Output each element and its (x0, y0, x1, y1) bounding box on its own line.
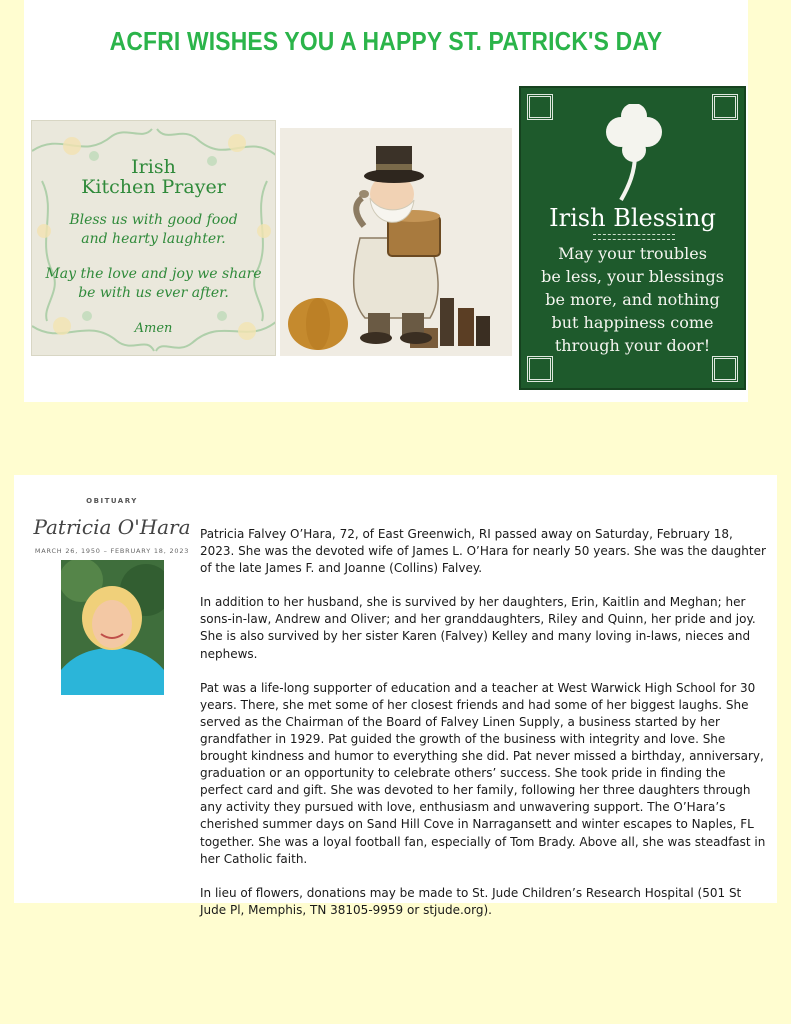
obituary-name: Patricia O'Hara (33, 515, 191, 539)
obituary-kicker: OBITUARY (86, 497, 138, 505)
kitchen-prayer-line: be with us ever after. (78, 285, 229, 301)
celtic-knot-icon (527, 356, 553, 382)
kitchen-prayer-amen: Amen (134, 321, 173, 336)
irish-blessing-line: be more, and nothing (545, 290, 720, 309)
irish-blessing-text (521, 242, 744, 357)
kitchen-prayer-title-line2: Kitchen Prayer (81, 176, 226, 198)
obituary-paragraph: In addition to her husband, she is survived by her daughters, Erin, Kaitlin and Meghan; her sons-in-law, Andrew and Oliver; and her granddaughters, Riley and Quinn, her pride and joy. She is also survived by her sister Karen (Falvey) Kelley and many loving in-laws, nieces and nephews. (200, 595, 756, 661)
kitchen-prayer-title-line1: Irish (131, 156, 176, 178)
irish-blessing-line: be less, your blessings (541, 267, 724, 286)
leprechaun-illustration (280, 128, 512, 356)
irish-blessing-title: Irish Blessing (549, 204, 716, 232)
obituary-body (200, 526, 768, 936)
obituary-panel (14, 475, 777, 917)
kitchen-prayer-line: Bless us with good food (69, 212, 238, 228)
headline: ACFRI WISHES YOU A HAPPY ST. PATRICK'S DAY (109, 26, 663, 56)
leprechaun-cooking-icon (280, 128, 512, 356)
portrait-photo (61, 560, 164, 695)
obituary-paragraph: Pat was a life-long supporter of education and a teacher at West Warwick High School for 30 years. There, she met some of her closest friends and had some of her biggest laughs. She served as the Chairman of the Board of Falvey Linen Supply, a business started by her grandfather in 1929. Pat guided the growth of the business with integrity and love. She brought kindness and humor to everything she did. Pat never missed a birthday, anniversary, graduation or an opportunity to celebrate others’ success. She took pride in finding the perfect card and gift. She was devoted to her family, following her three daughters through any activity they pursued with love, enthusiasm and unwavering support. The O’Hara’s cherished summer days on Sand Hill Cove in Narragansett and winter escapes to Naples, FL together. She was a loyal football fan, especially of Tom Brady. Above all, she was steadfast in her Catholic faith. (200, 680, 766, 866)
shamrock-icon (599, 104, 669, 204)
st-patricks-banner (24, 0, 748, 402)
kitchen-prayer-line: May the love and joy we share (45, 266, 262, 282)
irish-blessing-card (519, 86, 746, 390)
obituary-paragraph: In lieu of flowers, donations may be made to St. Jude Children’s Research Hospital (501 St Jude Pl, Memphis, TN 38105-9959 or stjude.org). (200, 885, 742, 917)
celtic-knot-icon (712, 94, 738, 120)
kitchen-prayer-line: and hearty laughter. (81, 231, 226, 247)
obituary-paragraph: Patricia Falvey O’Hara, 72, of East Greenwich, RI passed away on Saturday, February 18, 2023. She was the devoted wife of James L. O’Hara for nearly 50 years. She was the daughter of the late James F. and Joanne (Collins) Falvey. (200, 527, 766, 576)
irish-blessing-line: through your door! (554, 336, 711, 355)
irish-blessing-line: but happiness come (551, 313, 714, 332)
celtic-knot-icon (712, 356, 738, 382)
celtic-divider (593, 234, 675, 240)
irish-blessing-line: May your troubles (558, 244, 707, 263)
celtic-knot-icon (527, 94, 553, 120)
obituary-dates: MARCH 26, 1950 – FEBRUARY 18, 2023 (34, 547, 190, 555)
kitchen-prayer-card (31, 120, 276, 356)
